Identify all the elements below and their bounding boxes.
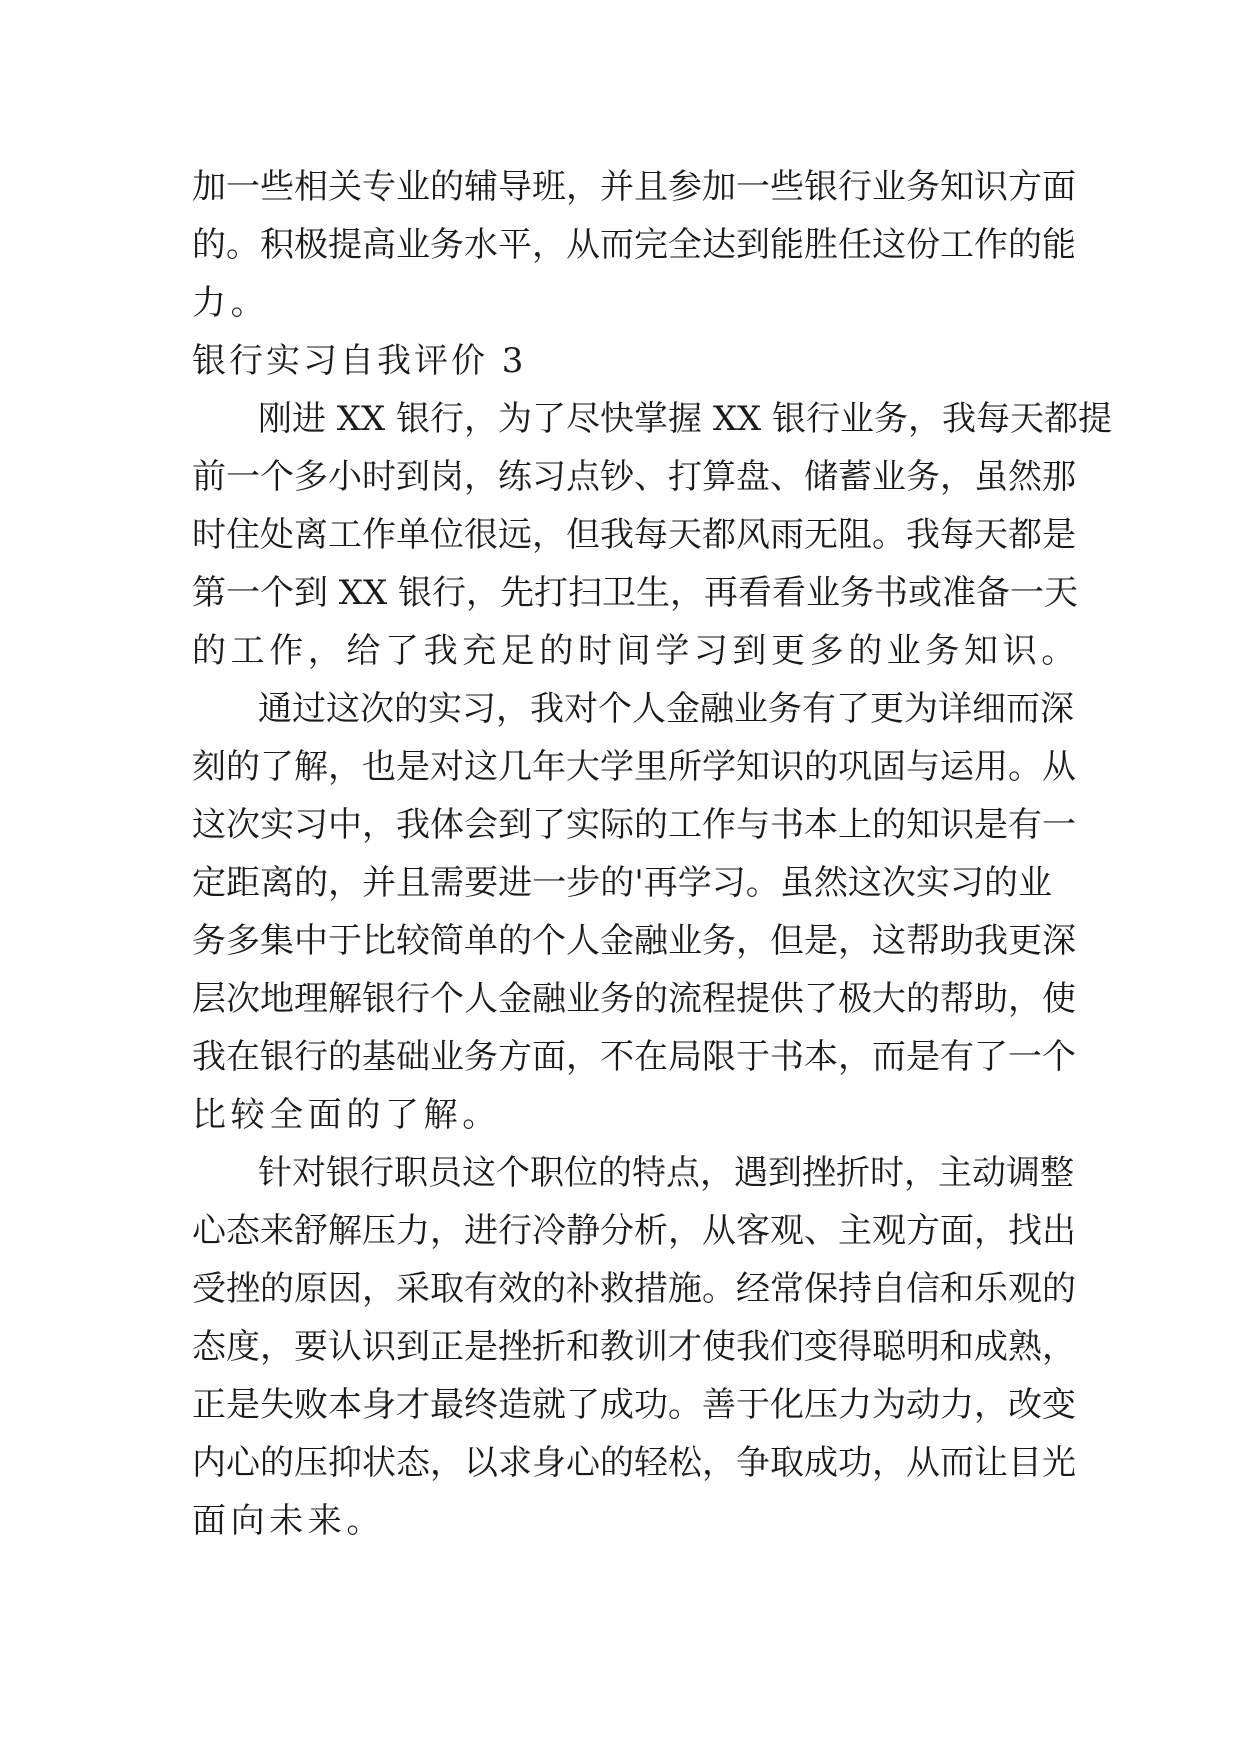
paragraph-line: 第一个到 XX 银行，先打扫卫生，再看看业务书或准备一天 <box>192 573 1079 613</box>
paragraph-line: 针对银行职员这个职位的特点，遇到挫折时，主动调整 <box>258 1153 1074 1193</box>
paragraph-line: 加一些相关专业的辅导班，并且参加一些银行业务知识方面 <box>192 167 1076 207</box>
section-heading: 银行实习自我评价 3 <box>192 341 527 381</box>
paragraph-line: 的工作，给了我充足的时间学习到更多的业务知识。 <box>192 631 1080 671</box>
paragraph-line: 态度，要认识到正是挫折和教训才使我们变得聪明和成熟， <box>192 1327 1076 1367</box>
paragraph-line: 内心的压抑状态，以求身心的轻松，争取成功，从而让目光 <box>192 1443 1076 1483</box>
paragraph-line: 力。 <box>192 283 270 323</box>
paragraph-line: 这次实习中，我体会到了实际的工作与书本上的知识是有一 <box>192 805 1076 845</box>
paragraph-line: 比较全面的了解。 <box>192 1095 501 1135</box>
paragraph-line: 通过这次的实习，我对个人金融业务有了更为详细而深 <box>258 689 1074 729</box>
paragraph-line: 我在银行的基础业务方面，不在局限于书本，而是有了一个 <box>192 1037 1076 1077</box>
paragraph-line: 面向未来。 <box>192 1501 385 1541</box>
paragraph-line: 层次地理解银行个人金融业务的流程提供了极大的帮助，使 <box>192 979 1076 1019</box>
paragraph-line: 受挫的原因，采取有效的补救措施。经常保持自信和乐观的 <box>192 1269 1076 1309</box>
paragraph-line: 刚进 XX 银行，为了尽快掌握 XX 银行业务，我每天都提 <box>258 399 1113 439</box>
paragraph-line: 刻的了解，也是对这几年大学里所学知识的巩固与运用。从 <box>192 747 1076 787</box>
paragraph-line: 前一个多小时到岗，练习点钞、打算盘、储蓄业务，虽然那 <box>192 457 1076 497</box>
paragraph-line: 的。积极提高业务水平，从而完全达到能胜任这份工作的能 <box>192 225 1076 265</box>
paragraph-line: 心态来舒解压力，进行冷静分析，从客观、主观方面，找出 <box>192 1211 1076 1251</box>
paragraph-line: 务多集中于比较简单的个人金融业务，但是，这帮助我更深 <box>192 921 1076 961</box>
paragraph-line: 正是失败本身才最终造就了成功。善于化压力为动力，改变 <box>192 1385 1076 1425</box>
paragraph-line: 时住处离工作单位很远，但我每天都风雨无阻。我每天都是 <box>192 515 1076 555</box>
paragraph-line: 定距离的，并且需要进一步的'再学习。虽然这次实习的业 <box>192 863 1052 903</box>
